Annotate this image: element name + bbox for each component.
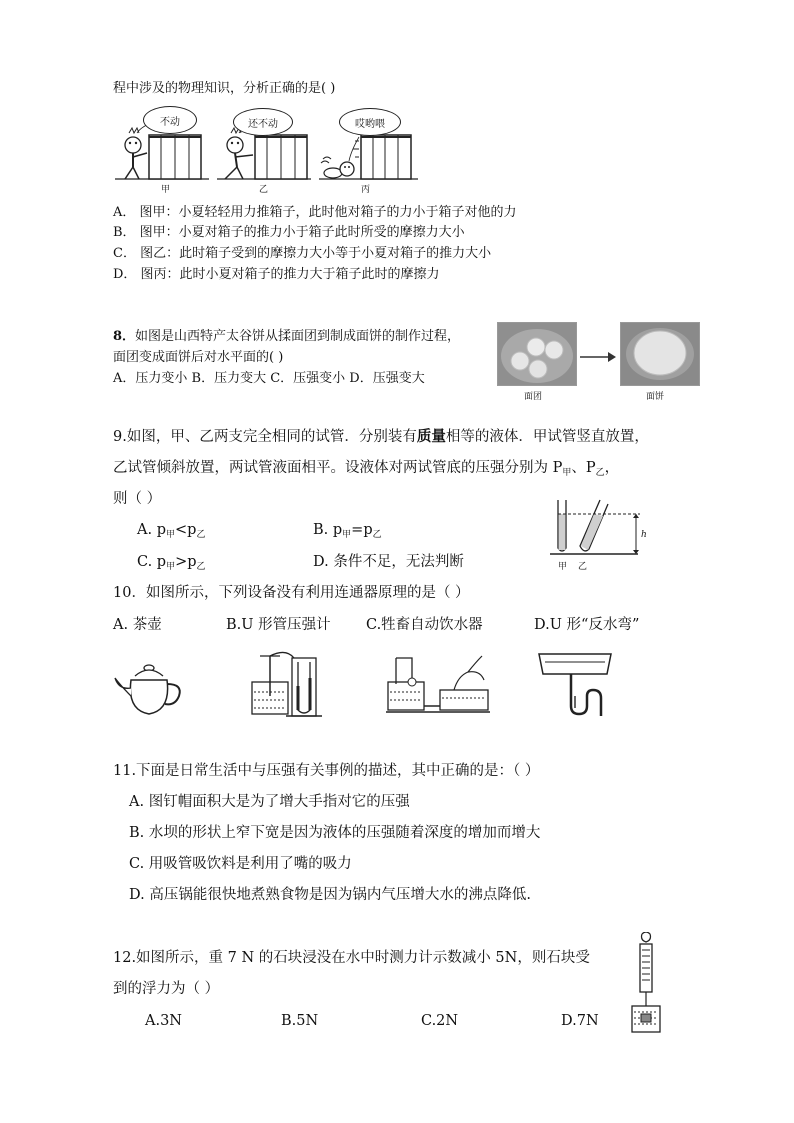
dough-balls-photo	[497, 322, 577, 386]
q9-option-b	[313, 520, 382, 545]
q12-option-b: B.5N	[281, 1013, 319, 1029]
q7-bubble-1: 不动	[143, 106, 197, 134]
q10-option-c: C.牲畜自动饮水器	[366, 617, 483, 633]
q10-option-d: D.U 形“反水弯”	[534, 617, 640, 633]
q8-options: A．压力变小 B．压力变大 C．压强变小 D．压强变大	[113, 371, 425, 386]
q9-optC-mid: >p	[175, 554, 197, 570]
q12-option-d: D.7N	[561, 1013, 599, 1029]
q10-option-b: B.U 形管压强计	[226, 617, 331, 633]
q9-text-1b: 相等的液体．甲试管竖直放置，	[445, 429, 649, 445]
q9-text-1a: 9.如图，甲、乙两支完全相同的试管．分别装有	[113, 429, 417, 445]
q9-optB-sub2: 乙	[372, 530, 382, 540]
q8-label-pancake: 面饼	[646, 392, 665, 402]
q11-option-d: D. 高压锅能很快地煮熟食物是因为锅内气压增大水的沸点降低.	[129, 887, 531, 903]
q9-optC-sub2: 乙	[196, 562, 206, 572]
teapot-icon	[113, 650, 185, 722]
arrow-icon	[580, 348, 616, 367]
q8-line1	[113, 328, 460, 346]
q9-option-a	[137, 520, 205, 545]
teapot-image	[113, 650, 185, 726]
q9-optB-text: B. p	[313, 522, 343, 538]
q9-label-jia: 甲	[558, 562, 568, 572]
q8-number: 8．	[113, 329, 136, 344]
u-tube-manometer-image	[246, 646, 330, 726]
q9-line2	[113, 458, 619, 483]
q9-text-2b: 、P	[571, 460, 596, 476]
q7-option-c: C． 图乙：此时箱子受到的摩擦力大小等于小夏对箱子的推力大小	[113, 246, 492, 261]
q9-optA-sub2: 乙	[196, 530, 206, 540]
livestock-waterer-icon	[384, 652, 494, 716]
q11-option-b: B. 水坝的形状上窄下宽是因为液体的压强随着深度的增加而增大	[129, 825, 541, 841]
q9-optB-mid: =p	[351, 522, 373, 538]
q9-sub-yi: 乙	[595, 468, 605, 478]
spring-scale-icon	[626, 932, 666, 1034]
q7-bubble-2: 还不动	[233, 108, 293, 136]
q8-label-dough: 面团	[524, 392, 543, 402]
q7-option-b: B． 图甲：小夏对箱子的推力小于箱子此时所受的摩擦力大小	[113, 225, 465, 240]
q11-question: 11.下面是日常生活中与压强有关事例的描述，其中正确的是：（ ）	[113, 763, 540, 779]
q7-intro: 程中涉及的物理知识，分析正确的是( )	[113, 81, 336, 96]
pancake-photo	[620, 322, 700, 386]
q9-label-yi: 乙	[578, 562, 588, 572]
q7-label-bing: 丙	[361, 185, 371, 195]
q9-label-h: h	[641, 530, 647, 540]
q7-option-a: A． 图甲：小夏轻轻用力推箱子，此时他对箱子的力小于箱子对他的力	[113, 205, 517, 220]
q9-bold-word: 质量	[416, 428, 446, 445]
q12-line1: 12.如图所示，重 7 N 的石块浸没在水中时测力计示数减小 5N，则石块受	[113, 950, 590, 966]
q10-question: 10．如图所示，下列设备没有利用连通器原理的是（ ）	[113, 585, 470, 601]
livestock-waterer-image	[384, 652, 494, 720]
q12-option-c: C.2N	[421, 1013, 459, 1029]
u-trap-drain-icon	[537, 650, 613, 716]
q9-text-2: 乙试管倾斜放置，两试管液面相平。设液体对两试管底的压强分别为 P	[113, 460, 563, 476]
q12-option-a: A.3N	[145, 1013, 182, 1029]
q9-optA-text: A. p	[137, 522, 166, 538]
q9-optA-mid: <p	[175, 522, 197, 538]
u-tube-manometer-icon	[246, 646, 330, 722]
spring-scale-image	[626, 932, 666, 1038]
pancake-image	[621, 323, 699, 385]
q7-figure	[113, 103, 423, 195]
q12-line2: 到的浮力为（ ）	[113, 981, 220, 997]
q8-line2: 面团变成面饼后对水平面的( )	[113, 350, 284, 365]
q11-option-a: A. 图钉帽面积大是为了增大手指对它的压强	[129, 794, 410, 810]
test-tubes-figure	[548, 496, 660, 574]
q7-bubble-3: 哎哟喂	[339, 108, 401, 136]
q11-option-c: C. 用吸管吸饮料是利用了嘴的吸力	[129, 856, 352, 872]
q9-optB-sub1: 甲	[342, 530, 352, 540]
q8-text-1: 如图是山西特产太谷饼从揉面团到制成面饼的制作过程，	[135, 329, 461, 344]
q9-optC-text: C. p	[137, 554, 167, 570]
q9-option-c	[137, 552, 206, 577]
dough-balls-image	[498, 323, 576, 385]
q9-line1	[113, 427, 649, 447]
q7-label-jia: 甲	[161, 185, 171, 195]
q9-line3: 则（ ）	[113, 491, 162, 507]
q10-option-a: A. 茶壶	[113, 617, 162, 633]
q9-option-d: D. 条件不足，无法判断	[313, 554, 464, 570]
q9-sub-jia: 甲	[562, 468, 572, 478]
q7-option-d: D． 图丙：此时小夏对箱子的推力大于箱子此时的摩擦力	[113, 267, 440, 282]
q9-text-2c: ，	[604, 460, 620, 476]
u-trap-drain-image	[537, 650, 613, 720]
q7-label-yi: 乙	[259, 185, 269, 195]
q9-optC-sub1: 甲	[166, 562, 176, 572]
q9-optA-sub1: 甲	[165, 530, 175, 540]
